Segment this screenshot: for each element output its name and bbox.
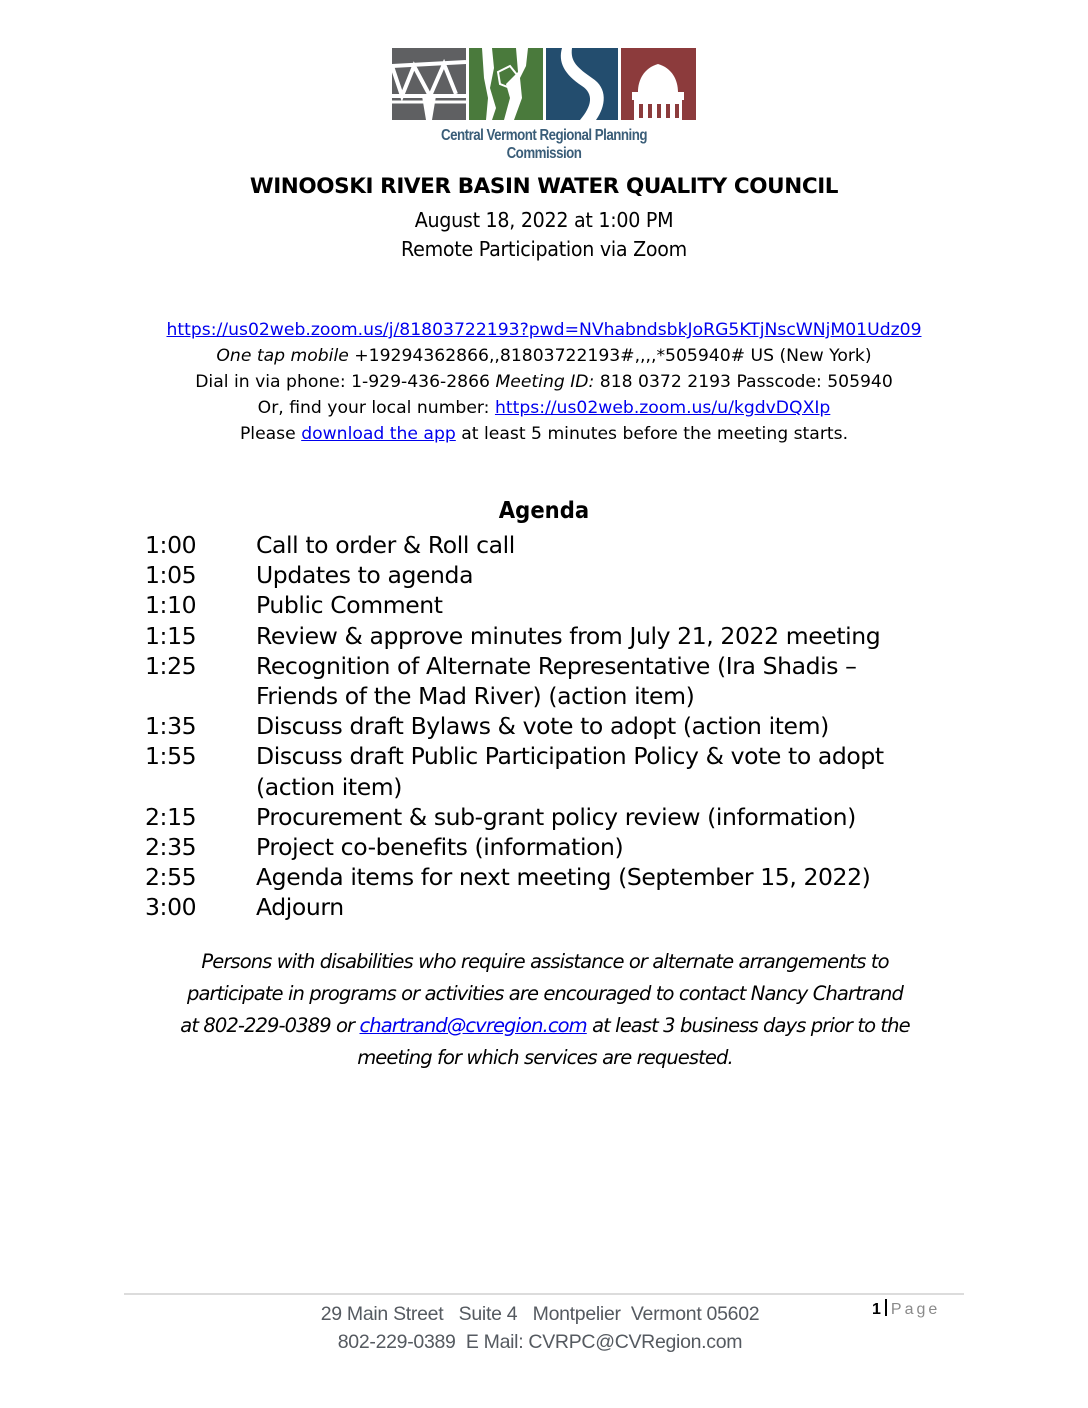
agenda-time: 2:35 [145,833,197,862]
agenda-item [145,560,975,590]
meeting-id-value: 818 0372 2193 Passcode: 505940 [599,372,893,392]
agenda-time [145,681,256,711]
agenda-description: Discuss draft Public Participation Policy & vote to adopt [256,742,884,771]
page-label: Page [890,1301,941,1318]
agenda-item [145,590,975,620]
download-post: at least 5 minutes before the meeting starts. [461,424,849,444]
agenda-item [145,772,975,802]
page-separator [885,1299,887,1316]
notice-line: meeting for which services are requested. [357,1046,733,1069]
vermont-map-icon [469,48,543,120]
footer-contact: 802-229-0389 E Mail: CVRPC@CVRegion.com [337,1331,743,1353]
footer-address: 29 Main Street Suite 4 Montpelier Vermont 05602 [320,1303,760,1325]
agenda-heading: Agenda [498,498,590,524]
agenda-item [145,651,975,681]
agenda-description: Discuss draft Bylaws & vote to adopt (action item) [256,712,829,741]
notice-line: participate in programs or activities are encouraged to contact Nancy Chartrand [187,982,903,1005]
agenda-item [145,681,975,711]
bridge-icon [392,48,466,120]
page-number-value: 1 [872,1301,881,1318]
page-number [872,1299,940,1319]
notice-phone-text: at 802-229-0389 or [180,1014,355,1037]
meeting-id-label: Meeting ID: [495,372,595,392]
local-number-label: Or, find your local number: [257,398,490,418]
capitol-icon [621,48,696,120]
agenda-time: 1:55 [145,742,197,771]
notice-line [120,1010,970,1042]
agenda-description: Procurement & sub-grant policy review (information) [256,802,856,831]
agenda-description: Recognition of Alternate Representative (Ira Shadis – [256,651,857,680]
agenda-item [145,892,975,922]
logo-caption: Central Vermont Regional Planning Commission [441,127,647,162]
agenda-description: Public Comment [256,591,443,620]
local-number-line [0,395,1088,421]
agenda-description: Review & approve minutes from July 21, 2022 meeting [256,621,881,650]
agenda-description: Agenda items for next meeting (September 15, 2022) [256,863,871,892]
dial-in-label: Dial in via phone: 1-929-436-2866 [195,372,490,392]
one-tap-line [0,343,1088,369]
agenda-item [145,711,975,741]
agenda-time: 1:35 [145,712,197,741]
river-icon [546,48,618,120]
meeting-date: August 18, 2022 at 1:00 PM [414,208,674,232]
download-app-link[interactable]: download the app [301,424,456,444]
agenda-description: Project co-benefits (information) [256,833,624,862]
agenda-item [145,832,975,862]
footer-divider [124,1293,964,1295]
agenda-time: 3:00 [145,893,197,922]
agenda-description: (action item) [256,772,403,801]
meeting-location: Remote Participation via Zoom [401,237,687,261]
one-tap-value: +19294362866,,81803722193#,,,,*505940# US (New York) [354,346,872,366]
meeting-link-line [0,317,1088,343]
agenda-description: Updates to agenda [256,561,474,590]
notice-line: Persons with disabilities who require assistance or alternate arrangements to [201,950,889,973]
agenda-time: 1:10 [145,591,197,620]
agenda-item [145,741,975,771]
agenda-time: 2:15 [145,802,197,831]
contact-email-link[interactable]: chartrand@cvregion.com [359,1014,587,1037]
agenda-time [145,772,256,802]
agenda-time: 1:15 [145,621,197,650]
accessibility-notice [120,946,970,1074]
one-tap-label: One tap mobile [216,346,349,366]
download-pre: Please [239,424,296,444]
agenda-item [145,862,975,892]
agenda-description: Friends of the Mad River) (action item) [256,682,695,711]
zoom-meeting-link[interactable]: https://us02web.zoom.us/j/81803722193?pwd=NVhabndsbkJoRG5KTjNscWNjM01Udz09 [166,320,922,340]
agenda-item [145,802,975,832]
footer [240,1300,840,1356]
agenda-item [145,530,975,560]
zoom-info [0,317,1088,447]
download-line [0,421,1088,447]
agenda-time: 1:25 [145,651,197,680]
agenda-list [145,530,975,923]
agenda-item [145,621,975,651]
document-title: WINOOSKI RIVER BASIN WATER QUALITY COUNCIL [249,174,839,199]
agenda-time: 1:05 [145,561,197,590]
dial-in-line [0,369,1088,395]
agenda-description: Adjourn [256,893,344,922]
agenda-time: 2:55 [145,863,197,892]
local-number-link[interactable]: https://us02web.zoom.us/u/kgdvDQXIp [494,398,831,418]
notice-text: at least 3 business days prior to the [592,1014,910,1037]
agenda-time: 1:00 [145,531,197,559]
agenda-description: Call to order & Roll call [256,531,515,559]
